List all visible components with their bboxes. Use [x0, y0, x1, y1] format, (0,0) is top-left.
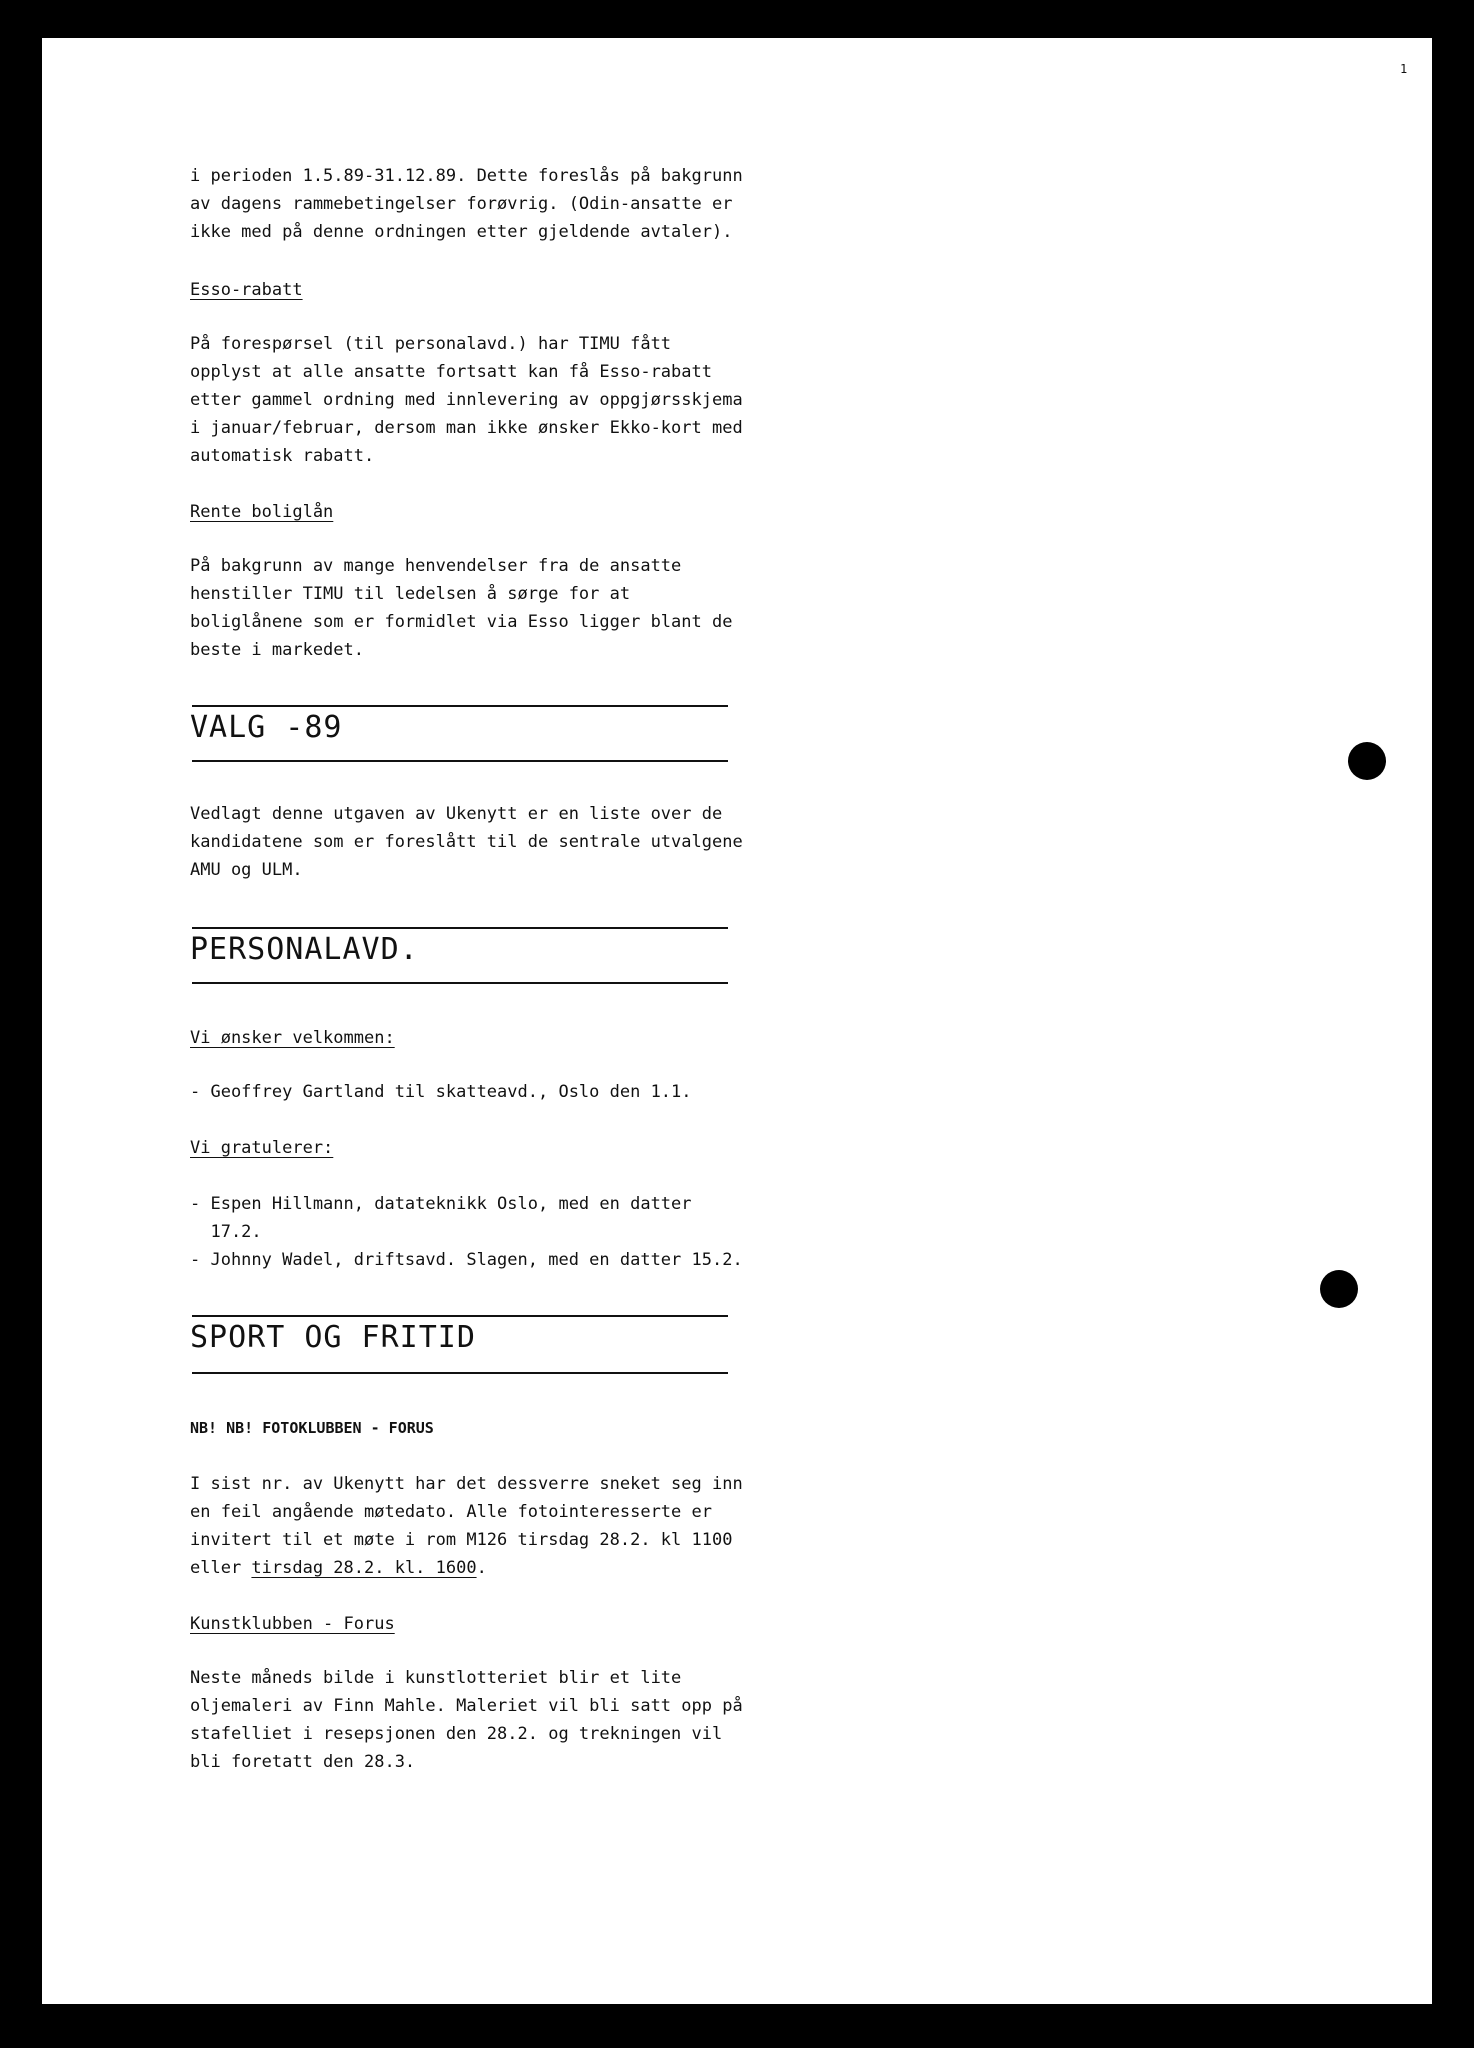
section-subheading: Kunstklubben - Forus — [190, 1614, 395, 1634]
divider-rule — [192, 1372, 728, 1374]
divider-rule — [192, 982, 728, 984]
section-subheading: Vi ønsker velkommen: — [190, 1028, 395, 1048]
text-line: henstiller TIMU til ledelsen å sørge for at — [190, 584, 631, 604]
text-line: På bakgrunn av mange henvendelser fra de ansatte — [190, 556, 682, 576]
congrats-list — [190, 1190, 790, 1274]
list-item: - Espen Hillmann, datateknikk Oslo, med en datter — [190, 1194, 692, 1214]
intro-paragraph — [190, 162, 790, 246]
section-subheading: Esso-rabatt — [190, 280, 303, 300]
section-title-sport: SPORT OG FRITID — [190, 1320, 476, 1355]
text-line: kandidatene som er foreslått til de sentrale utvalgene — [190, 832, 743, 852]
valg-paragraph — [190, 800, 790, 884]
text-line: Neste måneds bilde i kunstlotteriet blir et lite — [190, 1668, 682, 1688]
text-line: av dagens rammebetingelser forøvrig. (Odin-ansatte er — [190, 194, 733, 214]
text-line: oljemaleri av Finn Mahle. Maleriet vil bli satt opp på — [190, 1696, 743, 1716]
divider-rule — [192, 760, 728, 762]
text-line: AMU og ULM. — [190, 860, 303, 880]
text-line: boliglånene som er formidlet via Esso ligger blant de — [190, 612, 733, 632]
foto-section — [190, 1414, 790, 1442]
text-line — [190, 1554, 790, 1582]
section-subheading: NB! NB! FOTOKLUBBEN - FORUS — [190, 1419, 434, 1437]
welcome-list — [190, 1078, 790, 1106]
text-line: etter gammel ordning med innlevering av oppgjørsskjema — [190, 390, 743, 410]
text-line: i januar/februar, dersom man ikke ønsker Ekko-kort med — [190, 418, 743, 438]
kunst-section — [190, 1610, 790, 1638]
welcome-section — [190, 1024, 790, 1052]
divider-rule — [192, 705, 728, 707]
section-title-personal: PERSONALAVD. — [190, 932, 419, 967]
section-subheading: Vi gratulerer: — [190, 1138, 334, 1158]
page-number: 1 — [1400, 62, 1408, 76]
text-line: På forespørsel (til personalavd.) har TIMU fått — [190, 334, 672, 354]
text-line: I sist nr. av Ukenytt har det dessverre sneket seg inn — [190, 1474, 743, 1494]
text-segment: eller — [190, 1558, 252, 1578]
esso-section — [190, 276, 790, 304]
congrats-section — [190, 1134, 790, 1162]
underlined-date: tirsdag 28.2. kl. 1600 — [251, 1558, 477, 1578]
section-subheading: Rente boliglån — [190, 502, 334, 522]
text-line: Vedlagt denne utgaven av Ukenytt er en liste over de — [190, 804, 723, 824]
text-line: invitert til et møte i rom M126 tirsdag 28.2. kl 1100 — [190, 1530, 733, 1550]
rente-section — [190, 498, 790, 526]
list-item: - Johnny Wadel, driftsavd. Slagen, med en datter 15.2. — [190, 1250, 743, 1270]
list-item: 17.2. — [190, 1222, 262, 1242]
text-line: ikke med på denne ordningen etter gjeldende avtaler). — [190, 222, 733, 242]
punch-hole — [1320, 1270, 1358, 1308]
section-title-valg: VALG -89 — [190, 710, 343, 745]
text-line: bli foretatt den 28.3. — [190, 1752, 416, 1772]
punch-hole — [1348, 742, 1386, 780]
divider-rule — [192, 927, 728, 929]
text-line: automatisk rabatt. — [190, 446, 375, 466]
text-segment: . — [476, 1558, 487, 1578]
kunst-paragraph — [190, 1664, 790, 1776]
text-line: i perioden 1.5.89-31.12.89. Dette foreslås på bakgrunn — [190, 166, 743, 186]
text-line: en feil angående møtedato. Alle fotointeresserte er — [190, 1502, 712, 1522]
text-line: opplyst at alle ansatte fortsatt kan få Esso-rabatt — [190, 362, 712, 382]
text-line: beste i markedet. — [190, 640, 364, 660]
foto-paragraph — [190, 1470, 790, 1582]
text-line: stafelliet i resepsjonen den 28.2. og trekningen vil — [190, 1724, 723, 1744]
rente-paragraph — [190, 552, 790, 664]
esso-paragraph — [190, 330, 790, 470]
list-item: - Geoffrey Gartland til skatteavd., Oslo den 1.1. — [190, 1082, 692, 1102]
divider-rule — [192, 1315, 728, 1317]
